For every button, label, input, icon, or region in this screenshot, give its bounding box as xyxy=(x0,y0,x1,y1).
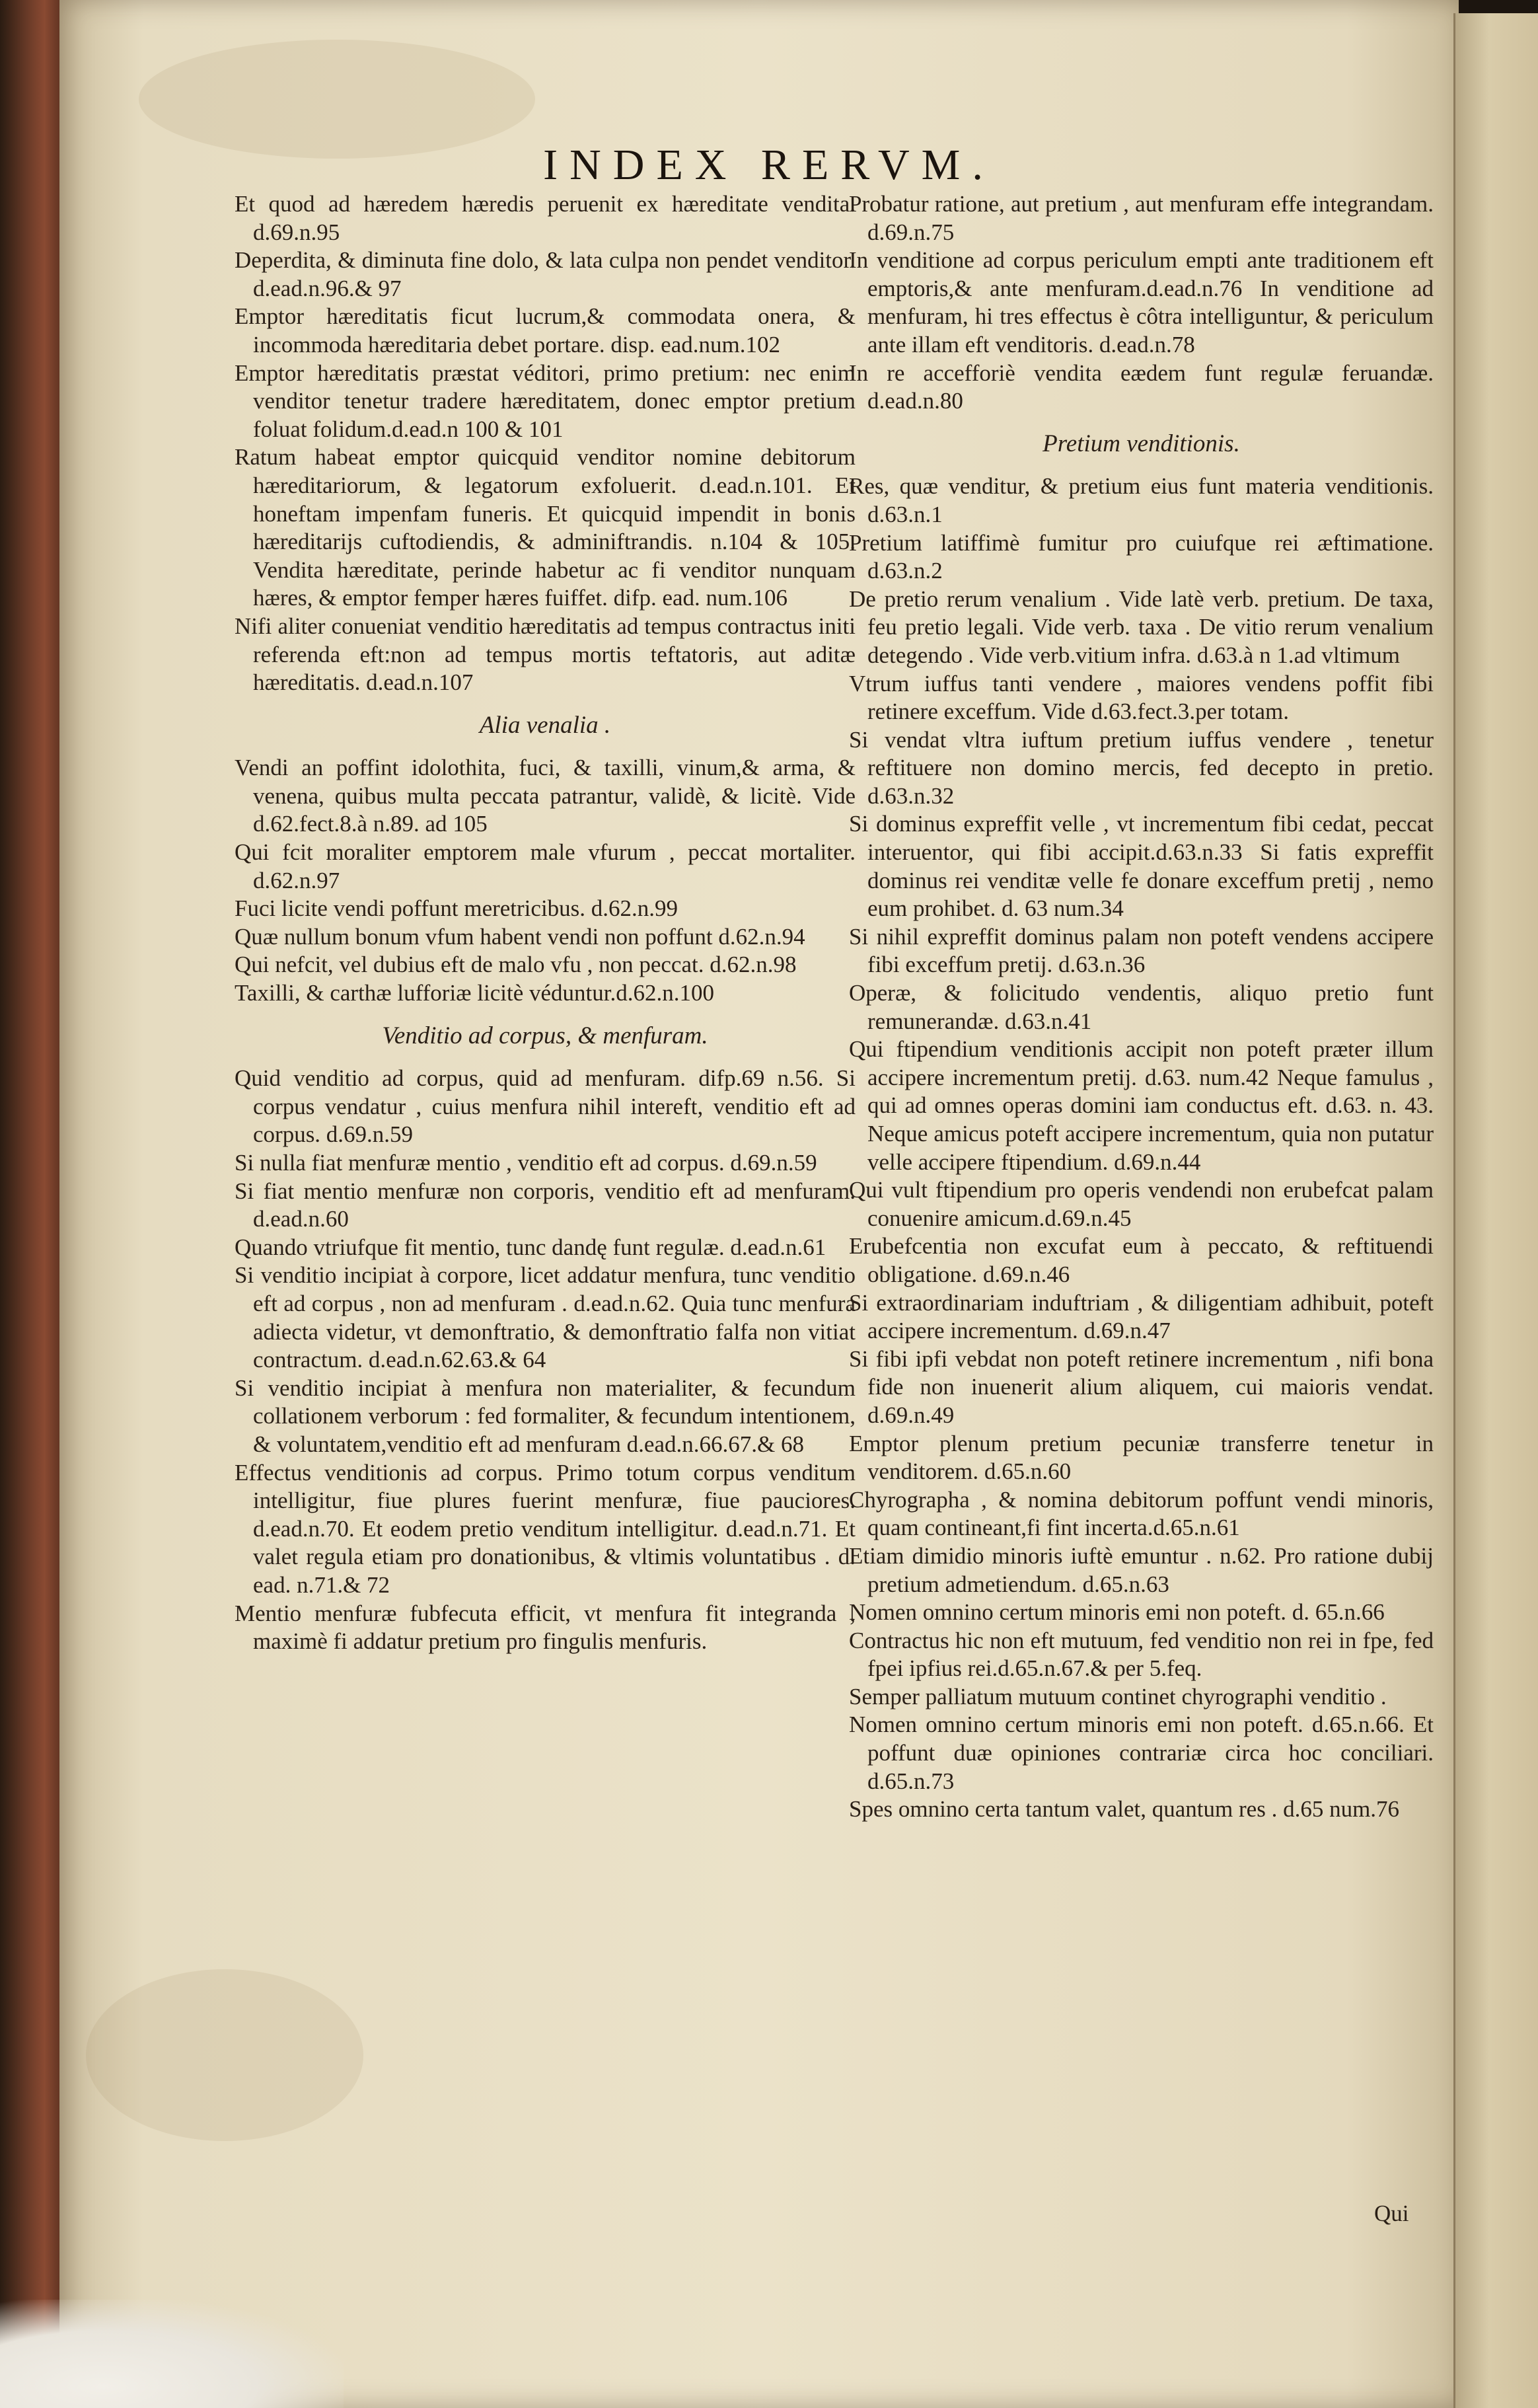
index-entry: Spes omnino certa tantum valet, quantum res . d.65 num.76 xyxy=(849,1796,1400,1823)
index-entry: Quid venditio ad corpus, quid ad menfuram. difp.69 n.56. Si corpus vendatur , cuius menfura nihil intereft, venditio eft ad corpus. d.69.n.59 xyxy=(235,1065,856,1148)
index-entry: Effectus venditionis ad corpus. Primo totum corpus venditum intelligitur, fiue plures fuerint menfuræ, fiue pauciores. d.ead.n.70. Et eodem pretio venditum intelligitur. d.ead.n.71. Et valet regula etiam pro donationibus, & vltimis voluntatibus . d. ead. n.71.& 72 xyxy=(235,1459,856,1598)
index-entry: Si fiat mentio menfuræ non corporis, venditio eft ad menfuram. d.ead.n.60 xyxy=(235,1178,856,1232)
index-entry: Taxilli, & carthæ lufforiæ licitè véduntur.d.62.n.100 xyxy=(235,980,714,1006)
index-entry: Si nihil expreffit dominus palam non poteft vendens accipere fibi exceffum pretij. d.63.n.36 xyxy=(849,923,1434,978)
section-heading: Venditio ad corpus, & menfuram. xyxy=(382,1022,708,1049)
index-entry: Erubefcentia non excufat eum à peccato, & reftituendi obligatione. d.69.n.46 xyxy=(849,1233,1434,1287)
index-entry: Semper palliatum mutuum continet chyrographi venditio . xyxy=(849,1683,1387,1710)
index-entry: Nifi aliter conueniat venditio hæreditatis ad tempus contractus initi referenda eft:non ad tempus mortis teftatoris, aut aditæ hæreditatis. d.ead.n.107 xyxy=(235,613,856,696)
index-entry: Nomen omnino certum minoris emi non poteft. d.65.n.66. Et poffunt duæ opiniones contrariæ circa hoc conciliari. d.65.n.73 xyxy=(849,1712,1434,1794)
index-entry: Nomen omnino certum minoris emi non poteft. d. 65.n.66 xyxy=(849,1599,1385,1626)
catchword: Qui xyxy=(1374,2201,1409,2226)
index-entry: In venditione ad corpus periculum empti ante traditionem eft emptoris,& ante menfuram.d.ead.n.76 In venditione ad menfuram, hi tres effectus è côtra intelliguntur, & periculum ante illam eft venditoris. d.ead.n.78 xyxy=(849,247,1434,357)
index-entry: In re accefforiè vendita eædem funt regulæ feruandæ. d.ead.n.80 xyxy=(849,359,1434,414)
left-column xyxy=(235,190,856,1656)
index-entry: Emptor hæreditatis ficut lucrum,& commodata onera, & incommoda hæreditaria debet portare. disp. ead.num.102 xyxy=(235,303,856,357)
index-entry: Probatur ratione, aut pretium , aut menfuram effe integrandam. d.69.n.75 xyxy=(849,191,1434,245)
index-entry: Ratum habeat emptor quicquid venditor nomine debitorum hæreditariorum, & legatorum exfoluerit. d.ead.n.101. Et honeftam impenfam funeris. Et quicquid impendit in bonis hæreditarijs cuftodiendis, & adminiftrandis. n.104 & 105. Vendita hæreditate, perinde habetur ac fi venditor nunquam hæres, & emptor femper hæres fuiffet. difp. ead. num.106 xyxy=(235,444,856,611)
index-entry: Et quod ad hæredem hæredis peruenit ex hæreditate vendita. d.69.n.95 xyxy=(235,191,856,245)
index-entry: Mentio menfuræ fubfecuta efficit, vt menfura fit integranda , maximè fi addatur pretium pro fingulis menfuris. xyxy=(235,1600,856,1655)
index-entry: Quando vtriufque fit mentio, tunc dandę funt regulæ. d.ead.n.61 xyxy=(235,1234,826,1260)
facing-page-edge xyxy=(1453,13,1538,2408)
index-entry: Qui vult ftipendium pro operis vendendi non erubefcat palam conuenire amicum.d.69.n.45 xyxy=(849,1177,1434,1231)
index-entry: Si venditio incipiat à corpore, licet addatur menfura, tunc venditio eft ad corpus , non ad menfuram . d.ead.n.62. Quia tunc menfura adiecta videtur, vt demonftratio, & demonftratio falfa non vitiat contractum. d.ead.n.62.63.& 64 xyxy=(235,1262,856,1373)
index-entry: De pretio rerum venalium . Vide latè verb. pretium. De taxa, feu pretio legali. Vide verb. taxa . De vitio rerum venalium detegendo . Vide verb.vitium infra. d.63.à n 1.ad vltimum xyxy=(849,585,1434,668)
index-entry: Contractus hic non eft mutuum, fed venditio non rei in fpe, fed fpei ipfius rei.d.65.n.67.& per 5.feq. xyxy=(849,1627,1434,1682)
index-entry: Vendi an poffint idolothita, fuci, & taxilli, vinum,& arma, & venena, quibus multa peccata patrantur, validè, & licitè. Vide d.62.fect.8.à n.89. ad 105 xyxy=(235,755,856,837)
page-title: INDEX RERVM. xyxy=(543,141,995,189)
section-heading: Alia venalia . xyxy=(479,711,611,739)
index-entry: Operæ, & folicitudo vendentis, aliquo pretio funt remunerandæ. d.63.n.41 xyxy=(849,980,1434,1034)
index-entry: Si dominus expreffit velle , vt incrementum fibi cedat, peccat interuentor, qui fibi accipit.d.63.n.33 Si fatis expreffit dominus rei venditæ velle fe donare exceffum pretij , nemo eum prohibet. d. 63 num.34 xyxy=(849,811,1434,922)
index-entry: Pretium latiffimè fumitur pro cuiufque rei æftimatione. d.63.n.2 xyxy=(849,529,1434,584)
index-entry: Qui ftipendium venditionis accipit non poteft præter illum accipere incrementum pretij. d.63. num.42 Neque famulus , qui ad omnes operas domini iam conductus eft. d.63. n. 43. Neque amicus poteft accipere incrementum, quia non putatur velle accipere ftipendium. d.69.n.44 xyxy=(849,1036,1434,1175)
page-corner-glare xyxy=(0,2300,344,2408)
index-entry: Emptor plenum pretium pecuniæ transferre tenetur in venditorem. d.65.n.60 xyxy=(849,1430,1434,1485)
paper-stain xyxy=(86,1969,363,2141)
index-entry: Deperdita, & diminuta fine dolo, & lata culpa non pendet venditor. d.ead.n.96.& 97 xyxy=(235,247,856,301)
right-column xyxy=(849,190,1434,1824)
index-entry: Quæ nullum bonum vfum habent vendi non poffunt d.62.n.94 xyxy=(235,923,805,950)
index-entry: Res, quæ venditur, & pretium eius funt materia venditionis. d.63.n.1 xyxy=(849,473,1434,527)
index-entry: Si fibi ipfi vebdat non poteft retinere incrementum , nifi bona fide non inuenerit alium aliquem, cui maioris vendat. d.69.n.49 xyxy=(849,1345,1434,1428)
index-entry: Etiam dimidio minoris iuftè emuntur . n.62. Pro ratione dubij pretium admetiendum. d.65.n.63 xyxy=(849,1542,1434,1597)
index-entry: Si venditio incipiat à menfura non materialiter, & fecundum collationem verborum : fed formaliter, & fecundum intentionem, & voluntatem,venditio eft ad menfuram d.ead.n.66.67.& 68 xyxy=(235,1374,856,1457)
index-entry: Fuci licite vendi poffunt meretricibus. d.62.n.99 xyxy=(235,895,678,922)
index-entry: Qui nefcit, vel dubius eft de malo vfu , non peccat. d.62.n.98 xyxy=(235,952,797,978)
book-spine xyxy=(0,0,63,2408)
section-heading: Pretium venditionis. xyxy=(1043,430,1240,457)
index-entry: Si vendat vltra iuftum pretium iuffus vendere , tenetur reftituere non domino mercis, fed decepto in pretio. d.63.n.32 xyxy=(849,726,1434,809)
index-entry: Qui fcit moraliter emptorem male vfurum , peccat mortaliter. d.62.n.97 xyxy=(235,839,856,893)
index-entry: Si extraordinariam induftriam , & diligentiam adhibuit, poteft accipere incrementum. d.69.n.47 xyxy=(849,1289,1434,1344)
index-entry: Chyrographa , & nomina debitorum poffunt vendi minoris, quam contineant,fi fint incerta.d.65.n.61 xyxy=(849,1486,1434,1541)
index-entry: Vtrum iuffus tanti vendere , maiores vendens poffit fibi retinere exceffum. Vide d.63.fect.3.per totam. xyxy=(849,670,1434,725)
index-entry: Si nulla fiat menfuræ mentio , venditio eft ad corpus. d.69.n.59 xyxy=(235,1150,817,1176)
index-entry: Emptor hæreditatis præstat véditori, primo pretium: nec enim venditor tenetur tradere hæreditatem, donec emptor pretium foluat folidum.d.ead.n 100 & 101 xyxy=(235,359,856,442)
